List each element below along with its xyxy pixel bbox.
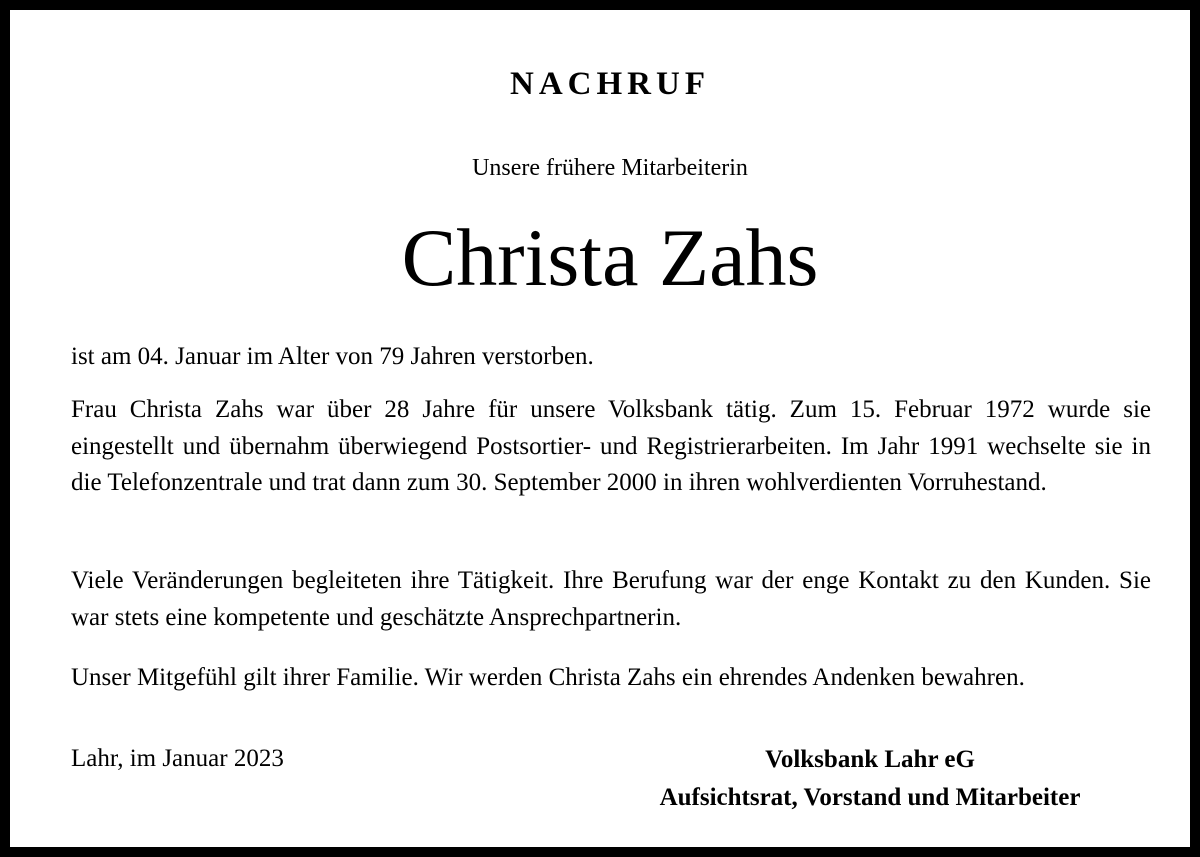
paragraph-career: Frau Christa Zahs war über 28 Jahre für unsere Volksbank tätig. Zum 15. Februar 1972 wurde sie eingestellt und übernahm überwiegend Postsortier- und Registrierarbeiten. Im Jahr 1991 wechselte sie in die Telefonzentrale und trat dann zum 30. September 2000 in ihren wohlverdienten Vorruhestand. bbox=[71, 396, 1151, 496]
place-and-date: Lahr, im Januar 2023 bbox=[71, 745, 284, 772]
paragraph-tribute: Viele Veränderungen begleiteten ihre Tätigkeit. Ihre Berufung war der enge Kontakt zu den Kunden. Sie war stets eine kompetente und geschätzte Ansprechpartnerin. bbox=[71, 567, 1151, 631]
signature-organization: Volksbank Lahr eG bbox=[765, 746, 975, 773]
signature-block bbox=[610, 741, 1130, 817]
notice-intro: Unsere frühere Mitarbeiterin bbox=[472, 155, 748, 181]
signature-members: Aufsichtsrat, Vorstand und Mitarbeiter bbox=[659, 784, 1081, 811]
paragraph-death-date: ist am 04. Januar im Alter von 79 Jahren verstorben. bbox=[71, 343, 594, 370]
paragraph-condolence: Unser Mitgefühl gilt ihrer Familie. Wir werden Christa Zahs ein ehrendes Andenken bewahren. bbox=[71, 664, 1025, 691]
deceased-name: Christa Zahs bbox=[401, 212, 819, 303]
notice-heading: NACHRUF bbox=[510, 66, 710, 102]
